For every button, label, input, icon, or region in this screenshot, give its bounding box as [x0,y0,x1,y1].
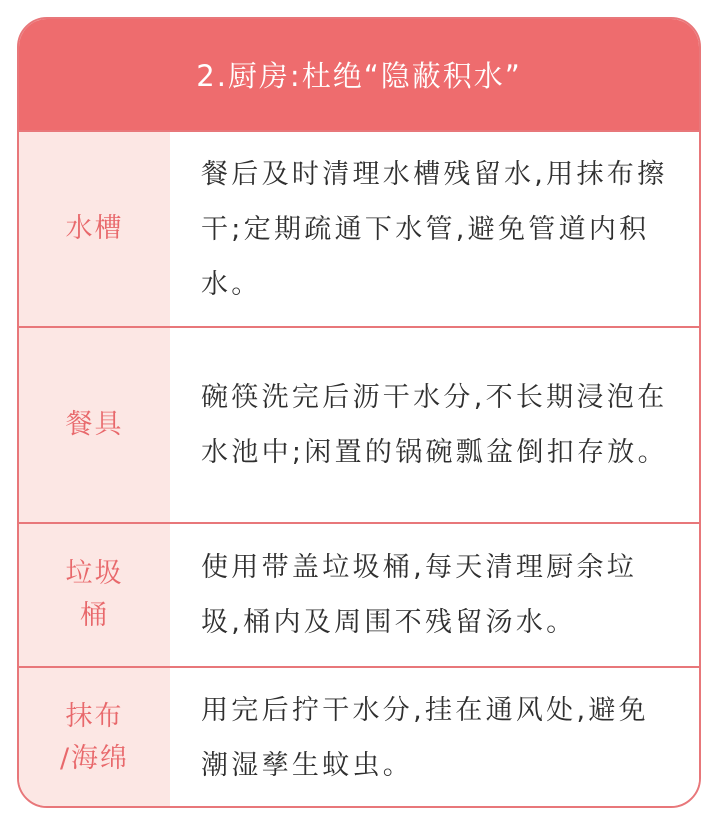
row-content [170,132,699,326]
table-row [19,522,699,666]
kitchen-tips-card [17,17,701,808]
row-label-line: 餐具 [65,409,124,440]
row-text: 餐后及时清理水槽残留水,用抹布擦干;定期疏通下水管,避免管道内积水。 [201,158,668,300]
row-content [170,328,699,522]
row-label-line: /海绵 [59,743,130,774]
row-label [19,328,170,522]
row-text: 碗筷洗完后沥干水分,不长期浸泡在水池中;闲置的锅碗瓢盆倒扣存放。 [201,382,668,468]
row-text: 使用带盖垃圾桶,每天清理厨余垃圾,桶内及周围不残留汤水。 [201,552,638,638]
table-row [19,130,699,326]
row-label [19,668,170,808]
table-row [19,326,699,522]
row-text: 用完后拧干水分,挂在通风处,避免潮湿孳生蚊虫。 [201,695,649,781]
row-label-line: 桶 [80,600,109,631]
row-label-line: 垃圾 [65,558,124,589]
card-title: 2.厨房:杜绝“隐蔽积水” [196,59,522,93]
row-label-line: 抹布 [65,701,124,732]
table-row [19,666,699,808]
row-content [170,668,699,808]
row-content [170,524,699,666]
row-label-line: 水槽 [65,213,124,244]
card-header [19,19,699,130]
row-label [19,524,170,666]
row-label [19,132,170,326]
